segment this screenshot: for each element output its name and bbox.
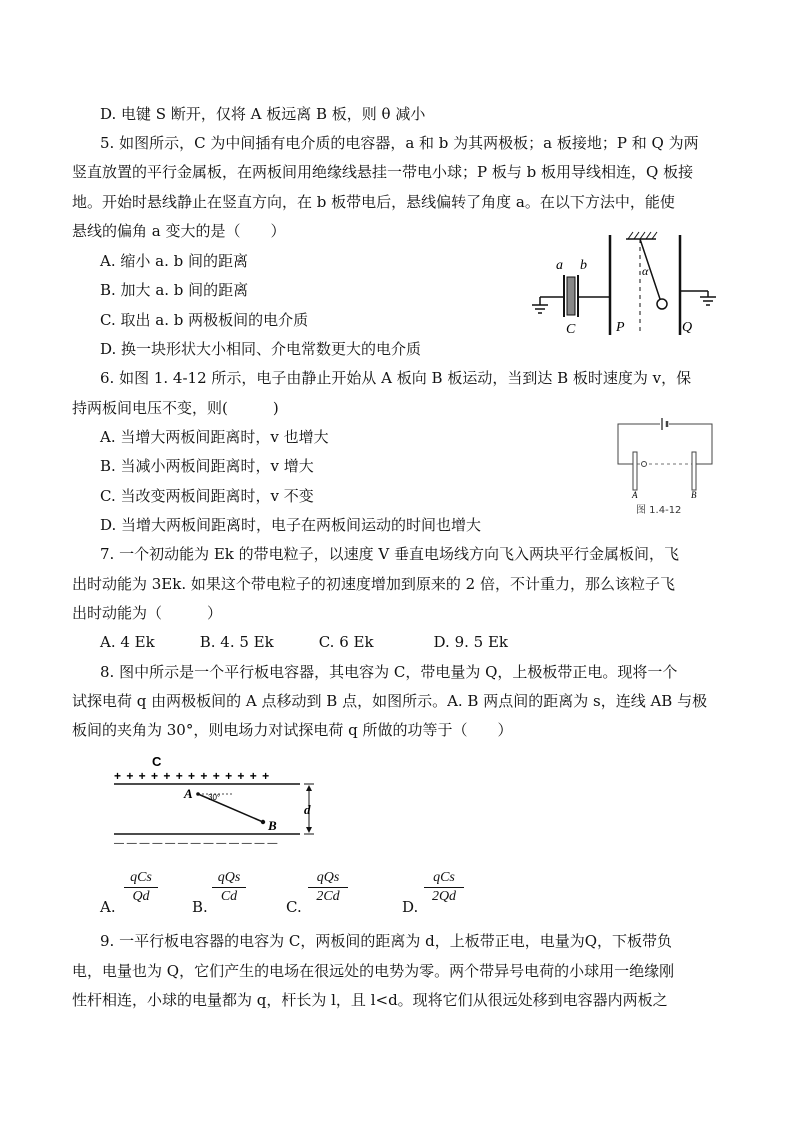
q6-option-c: C. 当改变两板间距离时，v 不变 bbox=[100, 487, 314, 505]
alpha-angle-label: α bbox=[642, 264, 649, 278]
q8-parallel-plate-figure bbox=[108, 750, 328, 850]
q5-stem-line-2: 竖直放置的平行金属板，在两板间用绝缘线悬挂一带电小球；P 板与 b 板用导线相连，Q 板接 bbox=[72, 163, 694, 181]
q9-stem-line-2: 电，电量也为 Q，它们产生的电场在很远处的电势为零。两个带异号电荷的小球用一绝缘刚 bbox=[72, 962, 675, 980]
plate-b-label: b bbox=[580, 258, 587, 273]
fraction-denominator: Cd bbox=[220, 889, 238, 904]
positive-charges: + + + + + + + + + + + + + bbox=[114, 769, 271, 783]
q6-circuit-figure bbox=[614, 414, 718, 518]
q5-option-a: A. 缩小 a. b 间的距离 bbox=[100, 252, 248, 270]
q8-stem-line-1: 8. 图中所示是一个平行板电容器，其电容为 C，带电量为 Q，上极板带正电。现将一个 bbox=[100, 663, 678, 681]
point-a-label: A bbox=[184, 786, 193, 801]
plate-b-label: B bbox=[691, 490, 697, 500]
q5-stem-line-3: 地。开始时悬线静止在竖直方向，在 b 板带电后，悬线偏转了角度 a。在以下方法中，能使 bbox=[72, 193, 675, 211]
q5-stem-line-1: 5. 如图所示，C 为中间插有电介质的电容器，a 和 b 为其两极板；a 板接地；P 和 Q 为两 bbox=[100, 134, 699, 152]
fraction-bar bbox=[124, 887, 158, 888]
q5-option-b: B. 加大 a. b 间的距离 bbox=[100, 281, 249, 299]
q5-stem-line-4: 悬线的偏角 a 变大的是（ ） bbox=[72, 222, 286, 240]
q5-option-d: D. 换一块形状大小相同、介电常数更大的电介质 bbox=[100, 340, 422, 358]
q8-option-d-label: D. bbox=[402, 898, 419, 916]
capacitor-c-label: C bbox=[152, 754, 162, 769]
q8-option-d-fraction bbox=[424, 870, 464, 905]
q8-option-b-label: B. bbox=[192, 898, 208, 916]
point-b-label: B bbox=[268, 818, 277, 833]
capacitor-c-label: C bbox=[566, 322, 576, 337]
q5-option-c: C. 取出 a. b 两极板间的电介质 bbox=[100, 311, 309, 329]
figure-caption: 图 1.4-12 bbox=[636, 505, 682, 516]
fraction-numerator: qQs bbox=[316, 870, 340, 885]
q5-capacitor-pendulum-figure bbox=[518, 225, 750, 340]
q7-stem-line-1: 7. 一个初动能为 Ek 的带电粒子，以速度 V 垂直电场线方向飞入两块平行金属板间，飞 bbox=[100, 545, 680, 563]
fraction-bar bbox=[424, 887, 464, 888]
fraction-denominator: Qd bbox=[132, 889, 150, 904]
q8-option-c-label: C. bbox=[286, 898, 302, 916]
q8-option-a-fraction bbox=[124, 870, 158, 905]
plate-a-label: a bbox=[556, 258, 563, 273]
fraction-denominator: 2Qd bbox=[431, 889, 457, 904]
plate-q-label: Q bbox=[682, 320, 693, 335]
q7-stem-line-3: 出时动能为（ ） bbox=[72, 604, 223, 622]
plate-p-label: P bbox=[616, 320, 625, 335]
q8-option-b-fraction bbox=[212, 870, 246, 905]
q6-option-a: A. 当增大两板间距离时，v 也增大 bbox=[100, 428, 329, 446]
q6-option-d: D. 当增大两板间距离时，电子在两板间运动的时间也增大 bbox=[100, 516, 482, 534]
fraction-numerator: qCs bbox=[433, 870, 455, 885]
distance-d-label: d bbox=[304, 802, 311, 817]
q9-stem-line-3: 性杆相连，小球的电量都为 q，杆长为 l，且 l<d。现将它们从很远处移到电容器内两板之 bbox=[72, 991, 668, 1009]
fraction-numerator: qQs bbox=[217, 870, 241, 885]
fraction-numerator: qCs bbox=[130, 870, 152, 885]
angle-30-label: 30° bbox=[208, 793, 221, 802]
fraction-denominator: 2Cd bbox=[316, 889, 340, 904]
q4-option-d: D. 电键 S 断开，仅将 A 板远离 B 板，则 θ 减小 bbox=[100, 105, 426, 123]
fraction-bar bbox=[212, 887, 246, 888]
q9-stem-line-1: 9. 一平行板电容器的电容为 C，两板间的距离为 d，上板带正电，电量为Q，下板带负 bbox=[100, 932, 672, 950]
q8-option-c-fraction bbox=[308, 870, 348, 905]
plate-a-label: A bbox=[632, 490, 638, 500]
q8-stem-line-2: 试探电荷 q 由两极板间的 A 点移动到 B 点，如图所示。A. B 两点间的距离为 s，连线 AB 与极 bbox=[72, 692, 708, 710]
q6-option-b: B. 当减小两板间距离时，v 增大 bbox=[100, 457, 314, 475]
q7-stem-line-2: 出时动能为 3Ek. 如果这个带电粒子的初速度增加到原来的 2 倍，不计重力，那么该粒子飞 bbox=[72, 575, 675, 593]
q8-option-a-label: A. bbox=[100, 898, 116, 916]
q6-stem-line-1: 6. 如图 1. 4-12 所示，电子由静止开始从 A 板向 B 板运动，当到达 B 板时速度为 v，保 bbox=[100, 369, 692, 387]
q7-options: A. 4 Ek B. 4. 5 Ek C. 6 Ek D. 9. 5 Ek bbox=[100, 633, 508, 651]
q6-stem-line-2: 持两板间电压不变，则( ) bbox=[72, 399, 279, 417]
negative-charges: — — — — — — — — — — — — — bbox=[114, 838, 278, 849]
q8-stem-line-3: 板间的夹角为 30°，则电场力对试探电荷 q 所做的功等于（ ） bbox=[72, 721, 513, 739]
fraction-bar bbox=[308, 887, 348, 888]
